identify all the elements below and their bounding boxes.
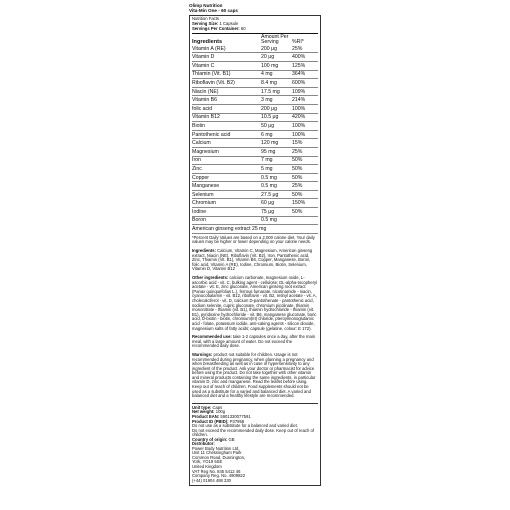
nutrient-name: folic acid [192, 104, 261, 113]
unit-type-label: Unit type: [192, 404, 212, 410]
ingredients-section [192, 249, 318, 272]
nutrient-name: Chromium [192, 199, 261, 208]
nutrient-name: Calcium [192, 139, 261, 148]
net-weight-value: 100g [214, 409, 226, 415]
nutrient-name: Copper [192, 173, 261, 182]
table-row [192, 225, 318, 234]
table-row [192, 182, 318, 191]
table-row [192, 190, 318, 199]
section-divider [192, 403, 318, 404]
nutrient-name: Vitamin C [192, 61, 261, 70]
nutrient-amount: 0.5 mg [261, 173, 292, 182]
product-name: Vita-Min One - 60 caps [189, 8, 238, 14]
nutrient-percent: 109% [292, 87, 318, 96]
table-row [192, 156, 318, 165]
pbid-value: P37958 [228, 418, 245, 424]
nutrient-name: Biotin [192, 122, 261, 131]
other-ingredients-text: calcium carbonate, magnesium oxide, L-ascorbic acid - vit. C, bulking agent - cellulose; DL-alpha-tocopheryl acetate - vit. E, zinc gluconate, American ginseng root extract (Panax quinquefolius L.), ferrous fumarate, nicotinamide - niacin, cyanocobalamin - vit. B12, riboflavin - vit. B2, retinyl acetate - vit. A, cholecalciferol - vit. D, calcium D-pantothenate - pantothenic acid, sodium selenite, cupric gluconate, chromium picolinate, thiamin mononitrate - thiamin (vit. B1), thiamin hydrochloride - thiamin (vit. B1), pyridoxine hydrochloride - vit. B6, manganese gluconate, boric acid, D-biotin - biotin, chromium(III) chloride, pteroylmonoglutamic acid - folate, potassium iodide, anti-caking agents - silicon dioxide, magnesium salts of fatty acids; capsule (gelatine, colour: E 172). [192, 275, 317, 331]
table-row [192, 96, 318, 105]
serving-size-label: Serving Size: [192, 21, 219, 27]
nutrient-amount: 60 μg [261, 199, 292, 208]
nutrient-amount: 8.4 mg [261, 79, 292, 88]
nutrient-name: Niacin (NE) [192, 87, 261, 96]
brand-name: Olimp Nutrition [189, 3, 223, 8]
nutrient-name: Pantothenic acid [192, 130, 261, 139]
table-row [192, 147, 318, 156]
nutrient-percent: 50% [292, 165, 318, 174]
table-row [192, 165, 318, 174]
nutrient-name: Vitamin B12 [192, 113, 261, 122]
nutrient-name: Manganese [192, 182, 261, 191]
address-line: VAT Reg No. 845 5412 46 [192, 468, 241, 474]
table-row [192, 130, 318, 139]
distributor-address [192, 447, 318, 483]
recommended-use-text: take 1-2 capsules once a day, after the main meal, with a large amount of water. Do not exceed the recommended daily dose. [192, 334, 316, 349]
table-row [192, 104, 318, 113]
nutrient-percent: 50% [292, 156, 318, 165]
table-row [192, 173, 318, 182]
servings-label: Servings Per Container: [192, 26, 240, 31]
nutrient-amount: 95 mg [261, 147, 292, 156]
nutrient-amount: 0.5 mg [261, 216, 292, 225]
other-ingredients-section [192, 276, 318, 331]
address-line: (+44) 01904 488 330 [192, 477, 232, 483]
ingredients-text: Calcium, Vitamin C, Magnesium, American ginseng extract, Niacin (NE), Riboflavin (Vit. B2), Iron, Pantothenic acid, Zinc, Thiamin (Vit. B1), Vitamin B6, Copper, Manganese, Boron, folic acid, Vitamin A (RE), Iodine, Chromium, Biotin, Selenium, Vitamin D, Vitamin B12 [192, 248, 313, 272]
nutrient-percent: 50% [292, 173, 318, 182]
table-row [192, 87, 318, 96]
table-row [192, 79, 318, 88]
table-row [192, 70, 318, 79]
address-line: United Kingdom [192, 463, 222, 469]
servings-per-container [192, 27, 318, 32]
nutrient-name: Magnesium [192, 147, 261, 156]
table-header [192, 35, 318, 45]
col-amount: Amount Per Serving [261, 33, 289, 45]
nutrient-amount: 6 mg [261, 130, 292, 139]
nutrition-facts-panel [189, 15, 321, 486]
nutrient-percent: 600% [292, 79, 318, 88]
ginseng-row: American ginseng extract 25 mg [192, 225, 318, 234]
product-details [192, 406, 318, 483]
servings-value: 60 [240, 26, 246, 31]
nutrient-amount: 20 μg [261, 53, 292, 62]
nutrient-amount: 100 mg [261, 61, 292, 70]
nutrient-name: Thiamin (Vit. B1) [192, 70, 261, 79]
col-ingredients: Ingredients [192, 38, 223, 45]
nutrient-amount: 120 mg [261, 139, 292, 148]
diet-warning: Do not use as a substitute for a balanced and varied diet. [192, 423, 298, 429]
warnings-text: product not suitable for children. Usage is not recommended during pregnancy, when planning a pregnancy and when breastfeeding as well as in case of hypersensitivity to any ingredient of the product. Ask your doctor or pharmacist for advice before using the product. Do not take together with other vitamin and mineral products containing the same ingredients, in particular vitamin D, zinc and manganese. Read the leaflet before using. Keep out of reach of children. Food supplements should not be used as a substitute for a varied and balanced diet. A varied and balanced diet and a healthy lifestyle are recommended. [192, 351, 316, 399]
table-row [192, 199, 318, 208]
table-row [192, 122, 318, 131]
nutrient-percent: 25% [292, 182, 318, 191]
address-line: Common Road, Dunnington, [192, 454, 246, 460]
product-label [189, 3, 321, 486]
nutrient-amount: 0.5 mg [261, 182, 292, 191]
nutrition-facts-heading: Nutrition Facts [192, 16, 219, 22]
other-ingredients-label: Other ingredients: [192, 275, 229, 281]
nutrient-amount: 5 mg [261, 165, 292, 174]
recommended-use-section [192, 335, 318, 349]
nutrient-amount: 75 μg [261, 208, 292, 217]
dose-warning: Do not exceed the recommended daily dose. Keep out of reach of children. [192, 427, 314, 438]
nutrient-percent: 364% [292, 70, 318, 79]
nutrient-percent: 100% [292, 130, 318, 139]
nutrient-name: Vitamin B6 [192, 96, 261, 105]
nutrient-name: Vitamin A (RE) [192, 45, 261, 53]
table-row [192, 61, 318, 70]
nutrient-percent: 400% [292, 53, 318, 62]
table-row [192, 45, 318, 53]
nutrient-name: Zinc [192, 165, 261, 174]
origin-label: Country of origin: [192, 436, 228, 442]
warnings-label: Warnings: [192, 351, 213, 357]
warnings-section [192, 353, 318, 399]
table-row [192, 208, 318, 217]
nutrition-table [192, 35, 318, 234]
nutrient-percent: 125% [292, 61, 318, 70]
nutrient-name: Boron [192, 216, 261, 225]
table-row [192, 139, 318, 148]
ean-label: Product EAN: [192, 413, 220, 419]
col-nrv: %RI* [292, 38, 304, 45]
nutrient-percent: 25% [292, 147, 318, 156]
nutrient-percent: 150% [292, 199, 318, 208]
address-line: Power Body Nutrition Ltd, [192, 445, 240, 451]
ingredients-label: Ingredients: [192, 248, 216, 254]
nutrient-name: Iodine [192, 208, 261, 217]
nutrient-percent: 420% [292, 113, 318, 122]
nutrient-percent: 25% [292, 45, 318, 53]
unit-type-value: Caps [211, 404, 223, 410]
nutrient-amount: 10.5 μg [261, 113, 292, 122]
net-weight-label: Net weight: [192, 409, 215, 415]
nutrient-amount: 4 mg [261, 70, 292, 79]
daily-value-footnote: *Percent Daily Values are based on a 2,000 calorie diet. Your daily values may be higher or lower depending on your calorie needs. [192, 234, 315, 245]
nutrient-amount: 200 μg [261, 104, 292, 113]
nutrient-percent: 214% [292, 96, 318, 105]
nutrient-percent: 100% [292, 122, 318, 131]
address-line: Unit 11 Chessingham Park [192, 450, 242, 456]
nutrient-percent [292, 216, 318, 225]
nutrient-name: Riboflavin (Vit. B2) [192, 79, 261, 88]
pbid-label: Product ID (PBID): [192, 418, 229, 424]
distributor-label: Distributor: [192, 441, 215, 447]
address-line: Company Reg. No. 4909822 [192, 473, 246, 479]
nutrient-name: Iron [192, 156, 261, 165]
nutrient-percent: 50% [292, 190, 318, 199]
origin-value: GB [227, 436, 235, 442]
serving-size-value: 1 Capsule [219, 21, 239, 27]
recommended-use-label: Recommended use: [192, 334, 232, 340]
nutrient-name: Selenium [192, 190, 261, 199]
nutrient-amount: 17.5 mg [261, 87, 292, 96]
nutrient-amount: 3 mg [261, 96, 292, 105]
nutrient-name: Vitamin D [192, 53, 261, 62]
nutrient-percent: 50% [292, 208, 318, 217]
ean-value: 5901330077591 [219, 413, 251, 419]
nutrient-amount: 7 mg [261, 156, 292, 165]
nutrient-amount: 27.5 μg [261, 190, 292, 199]
nutrient-percent: 15% [292, 139, 318, 148]
table-row [192, 216, 318, 225]
nutrient-amount: 50 μg [261, 122, 292, 131]
thick-divider [192, 33, 318, 34]
table-row [192, 53, 318, 62]
table-row [192, 113, 318, 122]
nutrient-amount: 200 μg [261, 45, 292, 53]
address-line: York, YO19 5SE [192, 459, 223, 465]
nutrient-percent: 100% [292, 104, 318, 113]
